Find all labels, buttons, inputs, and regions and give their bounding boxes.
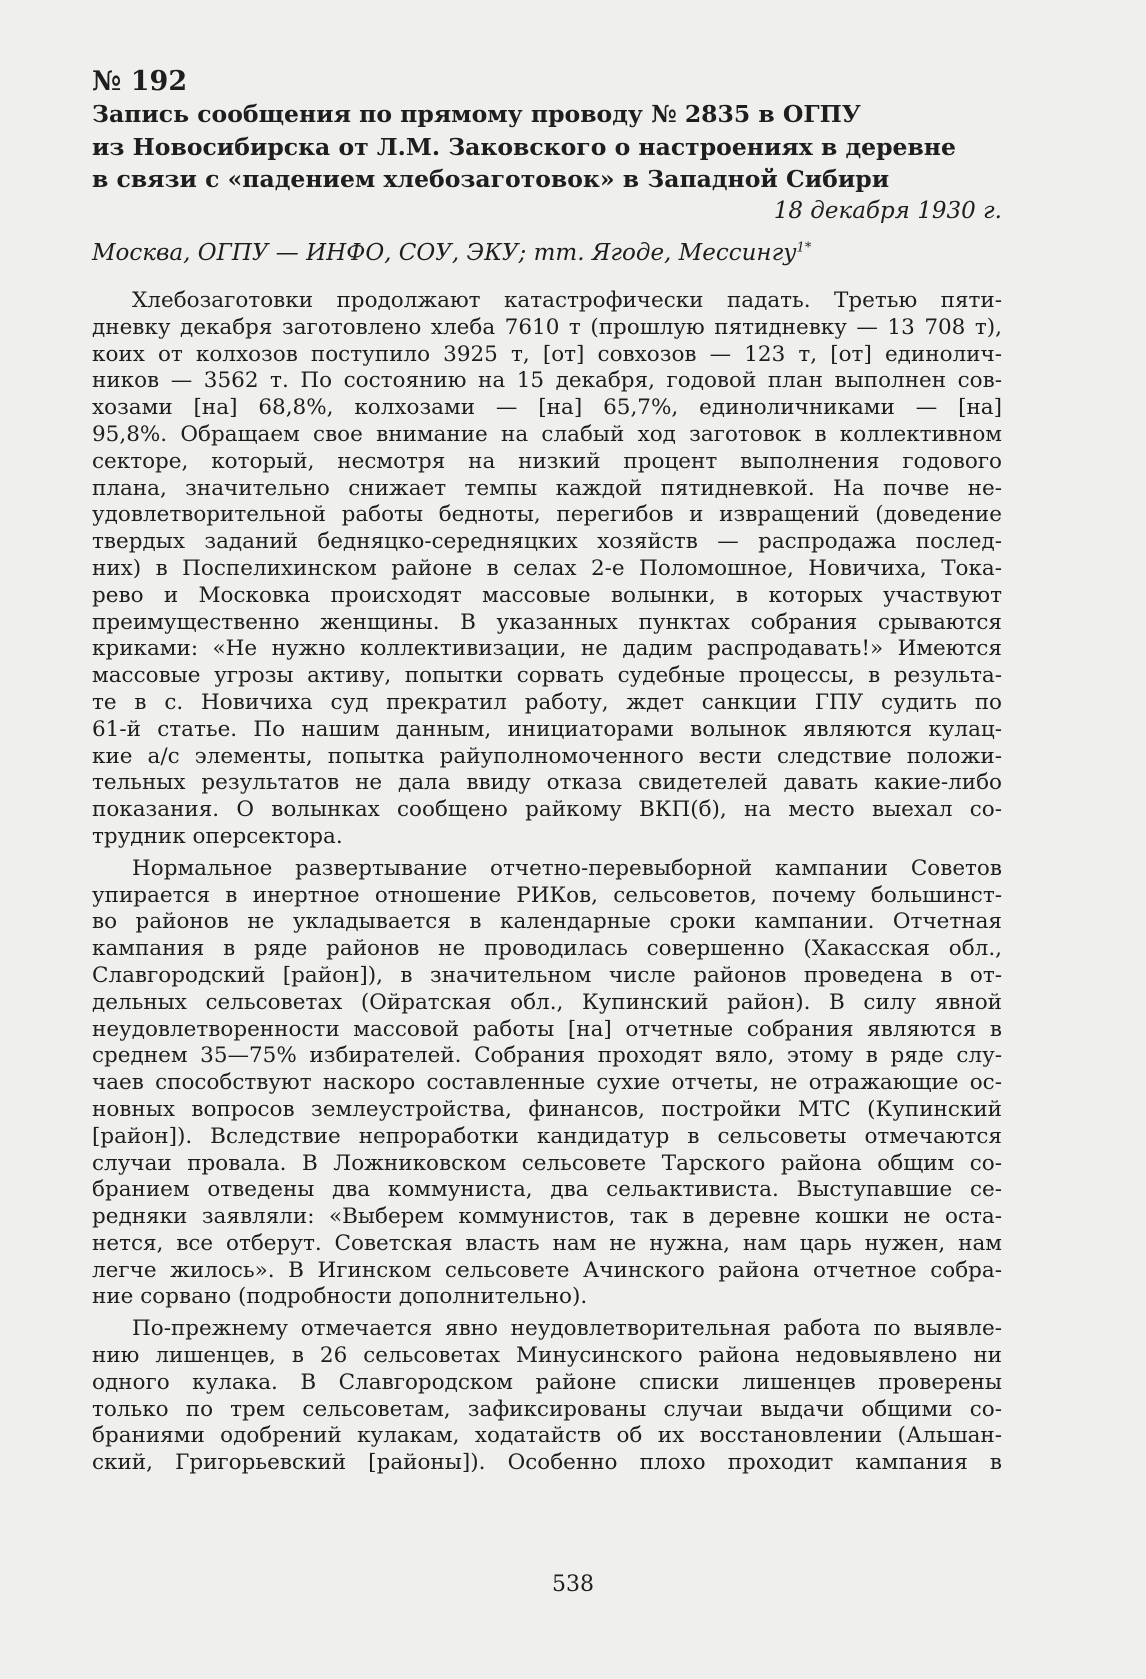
- text-line: трудник оперсектора.: [92, 823, 343, 849]
- text-line: те в с. Новичиха суд прекратил работу, ждет санкции ГПУ судить по: [92, 689, 1002, 715]
- text-line: дельных сельсоветах (Ойратская обл., Купинский район). В силу явной: [92, 989, 1002, 1015]
- text-line: чаев способствуют наскоро составленные сухие отчеты, не отражающие ос-: [92, 1070, 1002, 1096]
- text-line: во районов не укладывается в календарные сроки кампании. Отчетная: [92, 909, 1002, 935]
- text-line: тельных результатов не дала ввиду отказа свидетелей давать какие-либо: [92, 770, 1002, 796]
- text-line: легче жилось». В Игинском сельсовете Ачинского района отчетное собра-: [92, 1257, 1002, 1283]
- address-text: Москва, ОГПУ — ИНФО, СОУ, ЭКУ; тт. Ягоде, Мессингу: [92, 240, 797, 266]
- text-line: одного кулака. В Славгородском районе списки лишенцев проверены: [92, 1369, 1002, 1395]
- text-line: [район]). Вследствие непроработки кандидатур в сельсоветы отмечаются: [92, 1123, 1002, 1149]
- text-line: криками: «Не нужно коллективизации, не дадим распродавать!» Имеются: [92, 636, 1002, 662]
- text-line: дневку декабря заготовлено хлеба 7610 т (прошлую пятидневку — 13 708 т),: [92, 314, 1002, 340]
- text-line: ский, Григорьевский [районы]). Особенно плохо проходит кампания в: [92, 1450, 1002, 1476]
- footnote-marker: 1*: [796, 240, 812, 256]
- paragraph: [92, 1316, 1002, 1477]
- text-line: новных вопросов землеустройства, финансов, постройки МТС (Купинский: [92, 1096, 1002, 1122]
- text-line: твердых заданий бедняцко-середняцких хозяйств — распродажа послед-: [92, 529, 1002, 555]
- text-line: показания. О волынках сообщено райкому ВКП(б), на место выехал со-: [92, 797, 1002, 823]
- text-line: кие а/с элементы, попытка райуполномоченного вести следствие положи-: [92, 743, 1002, 769]
- text-line: плана, значительно снижает темпы каждой пятидневкой. На почве не-: [92, 475, 1002, 501]
- title-line: из Новосибирска от Л.М. Заковского о настроениях в деревне: [92, 132, 956, 161]
- text-line: По-прежнему отмечается явно неудовлетворительная работа по выявле-: [132, 1316, 1002, 1342]
- text-line: Нормальное развертывание отчетно-перевыборной кампании Советов: [132, 855, 1002, 881]
- text-line: нется, все отберут. Советская власть нам не нужна, нам царь нужен, нам: [92, 1230, 1002, 1256]
- text-line: 61-й статье. По нашим данным, инициаторами волынок являются кулац-: [92, 716, 1002, 742]
- text-line: преимущественно женщины. В указанных пунктах собрания срываются: [92, 609, 1002, 635]
- text-line: Хлебозаготовки продолжают катастрофически падать. Третью пяти-: [132, 288, 1002, 313]
- text-line: удовлетворительной работы бедноты, перегибов и извращений (доведение: [92, 502, 1002, 528]
- document-number: № 192: [92, 66, 188, 97]
- document-date: 18 декабря 1930 г.: [773, 198, 1002, 224]
- text-line: них) в Поспелихинском районе в селах 2-е Поломошное, Новичиха, Тока-: [92, 555, 1002, 581]
- title-line: Запись сообщения по прямому проводу № 2835 в ОГПУ: [92, 100, 861, 128]
- paragraph: [92, 856, 1002, 1312]
- text-line: кампания в ряде районов не проводилась совершенно (Хакасская обл.,: [92, 936, 1002, 962]
- text-line: Славгородский [район]), в значительном числе районов проведена в от-: [92, 962, 1002, 988]
- text-line: ние сорвано (подробности дополнительно).: [92, 1284, 588, 1310]
- document-body: [92, 288, 1002, 1482]
- text-line: случаи провала. В Ложниковском сельсовете Тарского района общим со-: [92, 1150, 1002, 1176]
- text-line: неудовлетворенности массовой работы [на] отчетные собрания являются в: [92, 1016, 1002, 1042]
- text-line: рево и Московка происходят массовые волынки, в которых участвуют: [92, 582, 1002, 608]
- text-line: бранием отведены два коммуниста, два сельактивиста. Выступавшие се-: [92, 1177, 1002, 1203]
- text-line: нию лишенцев, в 26 сельсоветах Минусинского района недовыявлено ни: [92, 1343, 1002, 1369]
- text-line: только по трем сельсоветам, зафиксированы случаи выдачи общими со-: [92, 1396, 1002, 1422]
- document-title: [92, 98, 1002, 196]
- text-line: секторе, который, несмотря на низкий процент выполнения годового: [92, 448, 1002, 474]
- text-line: 95,8%. Обращаем свое внимание на слабый ход заготовок в коллективном: [92, 421, 1002, 447]
- paragraph: [92, 288, 1002, 851]
- text-line: хозами [на] 68,8%, колхозами — [на] 65,7%, единоличниками — [на]: [92, 395, 1002, 421]
- text-line: ников — 3562 т. По состоянию на 15 декабря, годовой план выполнен сов-: [92, 368, 1002, 394]
- text-line: среднем 35—75% избирателей. Собрания проходят вяло, этому в ряде слу-: [92, 1043, 1002, 1069]
- text-line: редняки заявляли: «Выберем коммунистов, так в деревне кошки не оста-: [92, 1204, 1002, 1230]
- title-line: в связи с «падением хлебозаготовок» в Западной Сибири: [92, 165, 890, 193]
- page-number: 538: [552, 1572, 594, 1597]
- text-line: браниями одобрений кулакам, ходатайств об их восстановлении (Альшан-: [92, 1423, 1002, 1449]
- text-line: упирается в инертное отношение РИКов, сельсоветов, почему большинст-: [92, 882, 1002, 908]
- document-address: [92, 240, 811, 266]
- text-line: массовые угрозы активу, попытки сорвать судебные процессы, в результа-: [92, 663, 1002, 689]
- text-line: коих от колхозов поступило 3925 т, [от] совхозов — 123 т, [от] единолич-: [92, 341, 1002, 367]
